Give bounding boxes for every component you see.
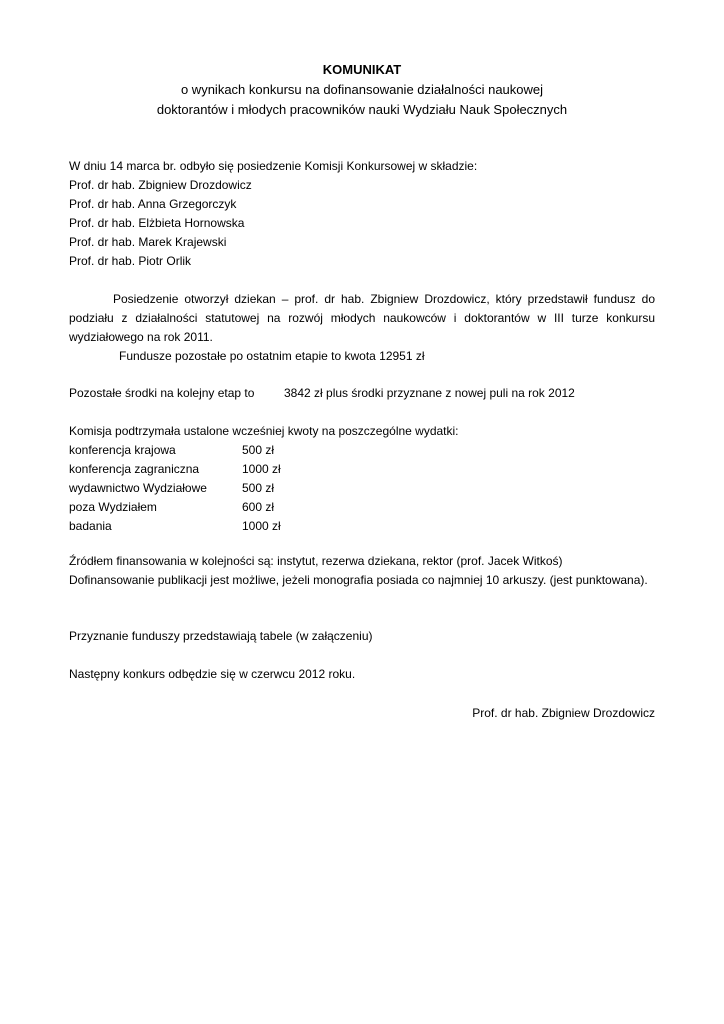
amount-row <box>69 479 655 498</box>
subtitle-line-1: o wynikach konkursu na dofinansowanie działalności naukowej <box>180 82 544 97</box>
committee-intro: W dniu 14 marca br. odbyło się posiedzenie Komisji Konkursowej w składzie: <box>69 159 478 173</box>
financing-source: Źródłem finansowania w kolejności są: instytut, rezerwa dziekana, rektor (prof. Jacek Witkoś) <box>69 554 563 568</box>
amount-row <box>69 517 655 536</box>
amount-label: poza Wydziałem <box>69 500 157 514</box>
meeting-paragraph: Posiedzenie otworzył dziekan – prof. dr hab. Zbigniew Drozdowicz, który przedstawił fundusz do podziału z działalności statutowej na rozwój młodych naukowców i doktorantów w III turze konkursu wydziałowego na rok 2011. <box>69 292 655 344</box>
amount-value: 1000 zł <box>242 519 281 533</box>
remaining-funds-label: Pozostałe środki na kolejny etap to <box>69 386 255 400</box>
subtitle-line-2: doktorantów i młodych pracowników nauki Wydziału Nauk Społecznych <box>156 102 568 117</box>
document-header <box>0 60 724 120</box>
meeting-section <box>69 290 655 366</box>
signature: Prof. dr hab. Zbigniew Drozdowicz <box>472 706 655 720</box>
financing-section <box>69 552 655 590</box>
amount-label: wydawnictwo Wydziałowe <box>69 481 207 495</box>
committee-member: Prof. dr hab. Marek Krajewski <box>69 235 227 249</box>
amount-value: 500 zł <box>242 481 275 495</box>
committee-member: Prof. dr hab. Zbigniew Drozdowicz <box>69 178 252 192</box>
next-contest-note: Następny konkurs odbędzie się w czerwcu 2012 roku. <box>69 667 356 681</box>
amounts-intro: Komisja podtrzymała ustalone wcześniej kwoty na poszczególne wydatki: <box>69 424 459 438</box>
amount-label: konferencja zagraniczna <box>69 462 200 476</box>
amount-value: 500 zł <box>242 443 275 457</box>
remaining-funds-line <box>69 384 655 403</box>
amounts-section <box>69 422 655 536</box>
funds-left-line: Fundusze pozostałe po ostatnim etapie to kwota 12951 zł <box>119 349 425 363</box>
amount-row <box>69 498 655 517</box>
amount-row <box>69 441 655 460</box>
amount-label: konferencja krajowa <box>69 443 176 457</box>
committee-member: Prof. dr hab. Piotr Orlik <box>69 254 192 268</box>
amount-label: badania <box>69 519 112 533</box>
amount-row <box>69 460 655 479</box>
table-note: Przyznanie funduszy przedstawiają tabele (w załączeniu) <box>69 629 373 643</box>
table-note-section <box>69 627 655 646</box>
committee-member: Prof. dr hab. Elżbieta Hornowska <box>69 216 245 230</box>
amount-value: 1000 zł <box>242 462 281 476</box>
amount-value: 600 zł <box>242 500 275 514</box>
publication-note: Dofinansowanie publikacji jest możliwe, jeżeli monografia posiada co najmniej 10 arkuszy. (jest punktowana). <box>69 573 648 587</box>
next-contest-section <box>69 665 655 684</box>
remaining-funds-value: 3842 zł plus środki przyznane z nowej puli na rok 2012 <box>284 386 575 400</box>
committee-member: Prof. dr hab. Anna Grzegorczyk <box>69 197 237 211</box>
document-title: KOMUNIKAT <box>322 62 402 77</box>
committee-section <box>69 157 655 271</box>
